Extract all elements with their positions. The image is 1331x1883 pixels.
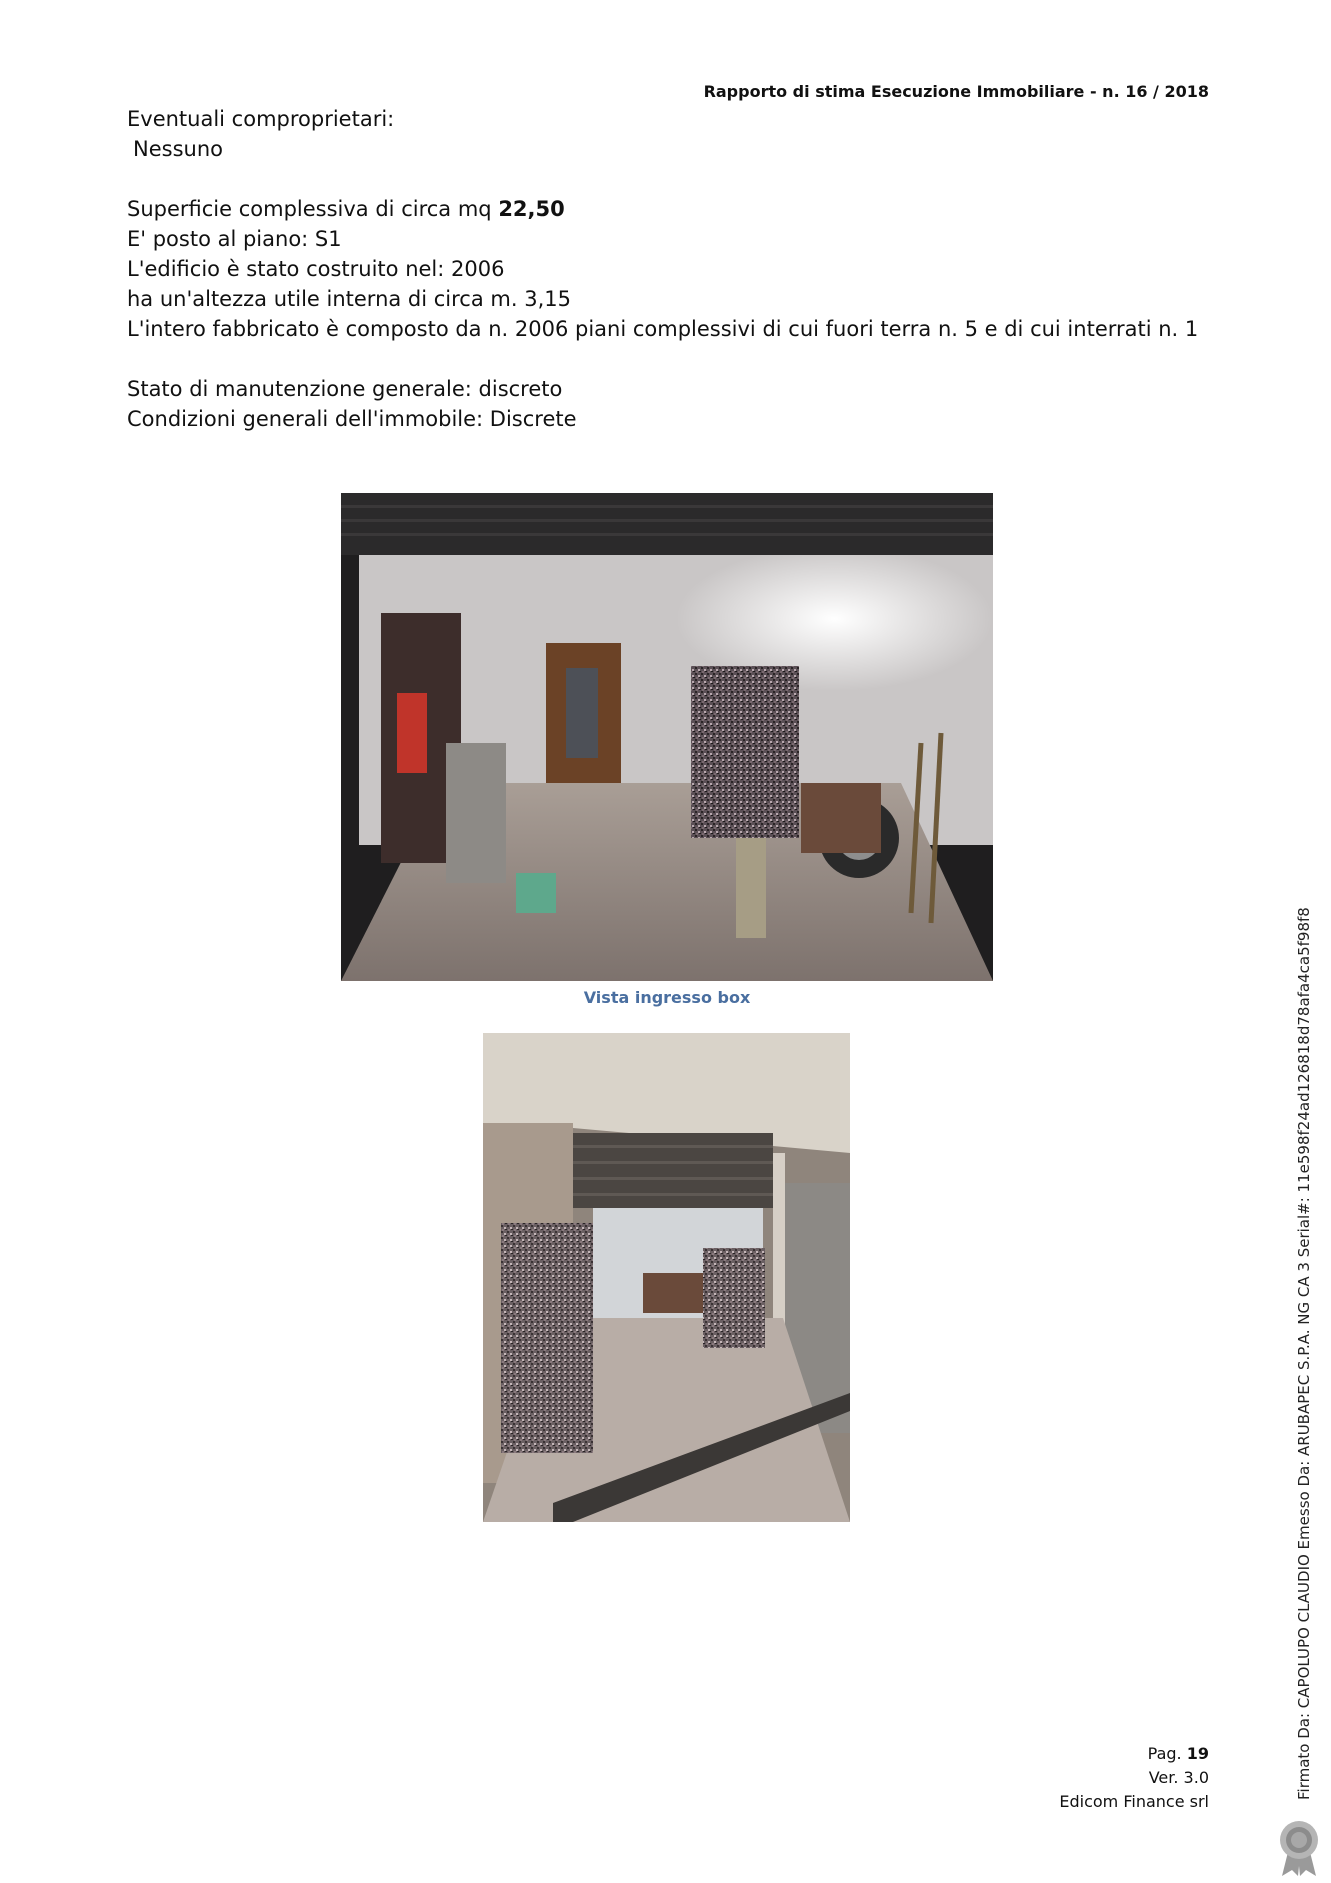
- height-line: ha un'altezza utile interna di circa m. 3,15: [127, 287, 571, 311]
- page-label: Pag.: [1147, 1744, 1182, 1763]
- photo-garage-interior: [341, 493, 993, 981]
- building-floors-line: L'intero fabbricato è composto da n. 2006 piani complessivi di cui fuori terra n. 5 e di cui interrati n. 1: [127, 317, 1199, 341]
- page-footer: [1059, 1742, 1209, 1814]
- digital-signature-text: Firmato Da: CAPOLUPO CLAUDIO Emesso Da: ARUBAPEC S.P.A. NG CA 3 Serial#: 11e598f24ad126818d78afa4ca5f98f8: [1295, 907, 1313, 1800]
- co-owners-label: Eventuali comproprietari:: [127, 107, 395, 131]
- photo-caption: Vista ingresso box: [583, 988, 751, 1007]
- built-year-line: L'edificio è stato costruito nel: 2006: [127, 257, 505, 281]
- area-line: [127, 194, 1198, 224]
- page-number-line: [1059, 1742, 1209, 1766]
- report-header-title: Rapporto di stima Esecuzione Immobiliare - n. 16 / 2018: [703, 82, 1209, 101]
- page-number: 19: [1186, 1744, 1209, 1763]
- property-description: [127, 104, 1198, 434]
- area-prefix: Superficie complessiva di circa mq: [127, 197, 492, 221]
- maintenance-line: Stato di manutenzione generale: discreto: [127, 377, 563, 401]
- company-name: Edicom Finance srl: [1059, 1792, 1209, 1811]
- area-value: 22,50: [498, 197, 565, 221]
- certification-seal-icon: [1276, 1818, 1322, 1878]
- conditions-line: Condizioni generali dell'immobile: Discrete: [127, 407, 577, 431]
- version-label: Ver. 3.0: [1148, 1768, 1209, 1787]
- photo-garage-entrance: [483, 1033, 850, 1522]
- co-owners-value: Nessuno: [133, 137, 223, 161]
- floor-line: E' posto al piano: S1: [127, 227, 342, 251]
